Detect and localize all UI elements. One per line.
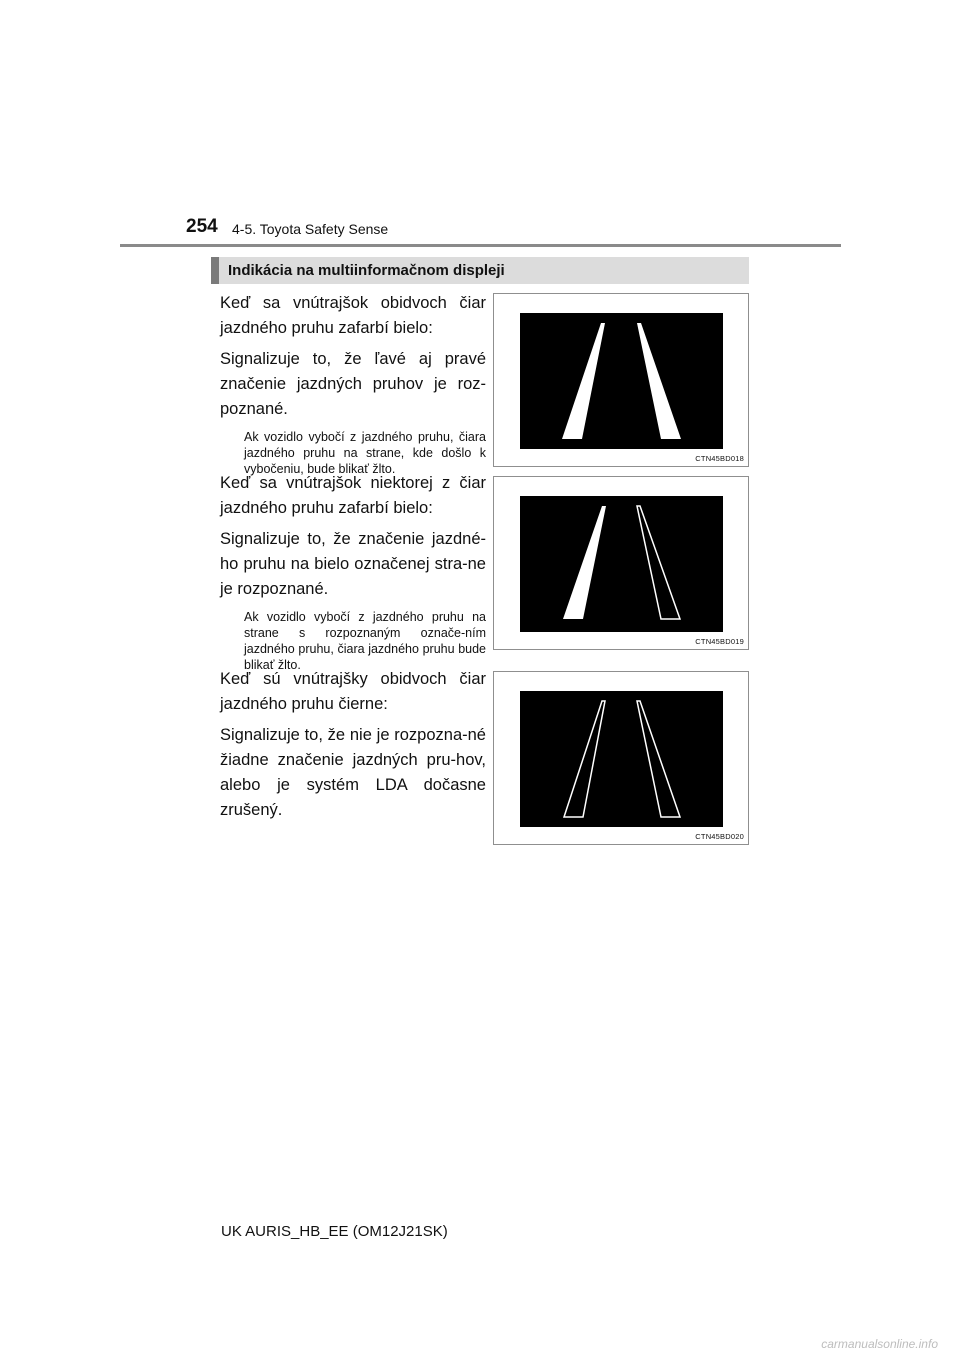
item-2-description: Signalizuje to, že značenie jazdné-ho pruhu na bielo označenej stra-ne je rozpoznané. [220, 530, 486, 598]
item-1-note: Ak vozidlo vybočí z jazdného pruhu, čiara jazdného pruhu na strane, kde došlo k vybočeniu, bude blikať žlto. [244, 430, 486, 476]
figure-3-display [494, 672, 748, 844]
figure-2-display [494, 477, 748, 649]
item-1-description: Signalizuje to, že ľavé aj pravé značenie jazdných pruhov je roz-poznané. [220, 350, 486, 418]
figure-1-display [494, 294, 748, 466]
item-3-text [220, 667, 486, 823]
item-2-lead: Keď sa vnútrajšok niektorej z čiar jazdného pruhu zafarbí bielo: [220, 474, 486, 517]
display-background [520, 496, 723, 632]
figure-2-code: CTN45BD019 [695, 637, 744, 646]
figure-1 [493, 293, 749, 467]
header-rule [120, 244, 841, 247]
footer-model-code: UK AURIS_HB_EE (OM12J21SK) [221, 1223, 448, 1240]
page-number: 254 [186, 216, 218, 237]
display-background [520, 313, 723, 449]
item-2-note: Ak vozidlo vybočí z jazdného pruhu na strane s rozpoznaným označe-ním jazdného pruhu, čiara jazdného pruhu bude blikať žlto. [244, 610, 486, 672]
item-2-text [220, 471, 486, 673]
item-3-lead: Keď sú vnútrajšky obidvoch čiar jazdného pruhu čierne: [220, 670, 486, 713]
section-heading: Indikácia na multiinformačnom displeji [211, 257, 749, 284]
display-background [520, 691, 723, 827]
chapter-title: 4-5. Toyota Safety Sense [232, 221, 389, 237]
figure-2 [493, 476, 749, 650]
item-3-description: Signalizuje to, že nie je rozpozna-né žiadne značenie jazdných pru-hov, alebo je systém LDA dočasne zrušený. [220, 726, 486, 819]
figure-1-code: CTN45BD018 [695, 454, 744, 463]
watermark: carmanualsonline.info [821, 1337, 938, 1351]
figure-3 [493, 671, 749, 845]
item-1-lead: Keď sa vnútrajšok obidvoch čiar jazdného pruhu zafarbí bielo: [220, 294, 486, 337]
figure-3-code: CTN45BD020 [695, 832, 744, 841]
item-1-text [220, 291, 486, 477]
